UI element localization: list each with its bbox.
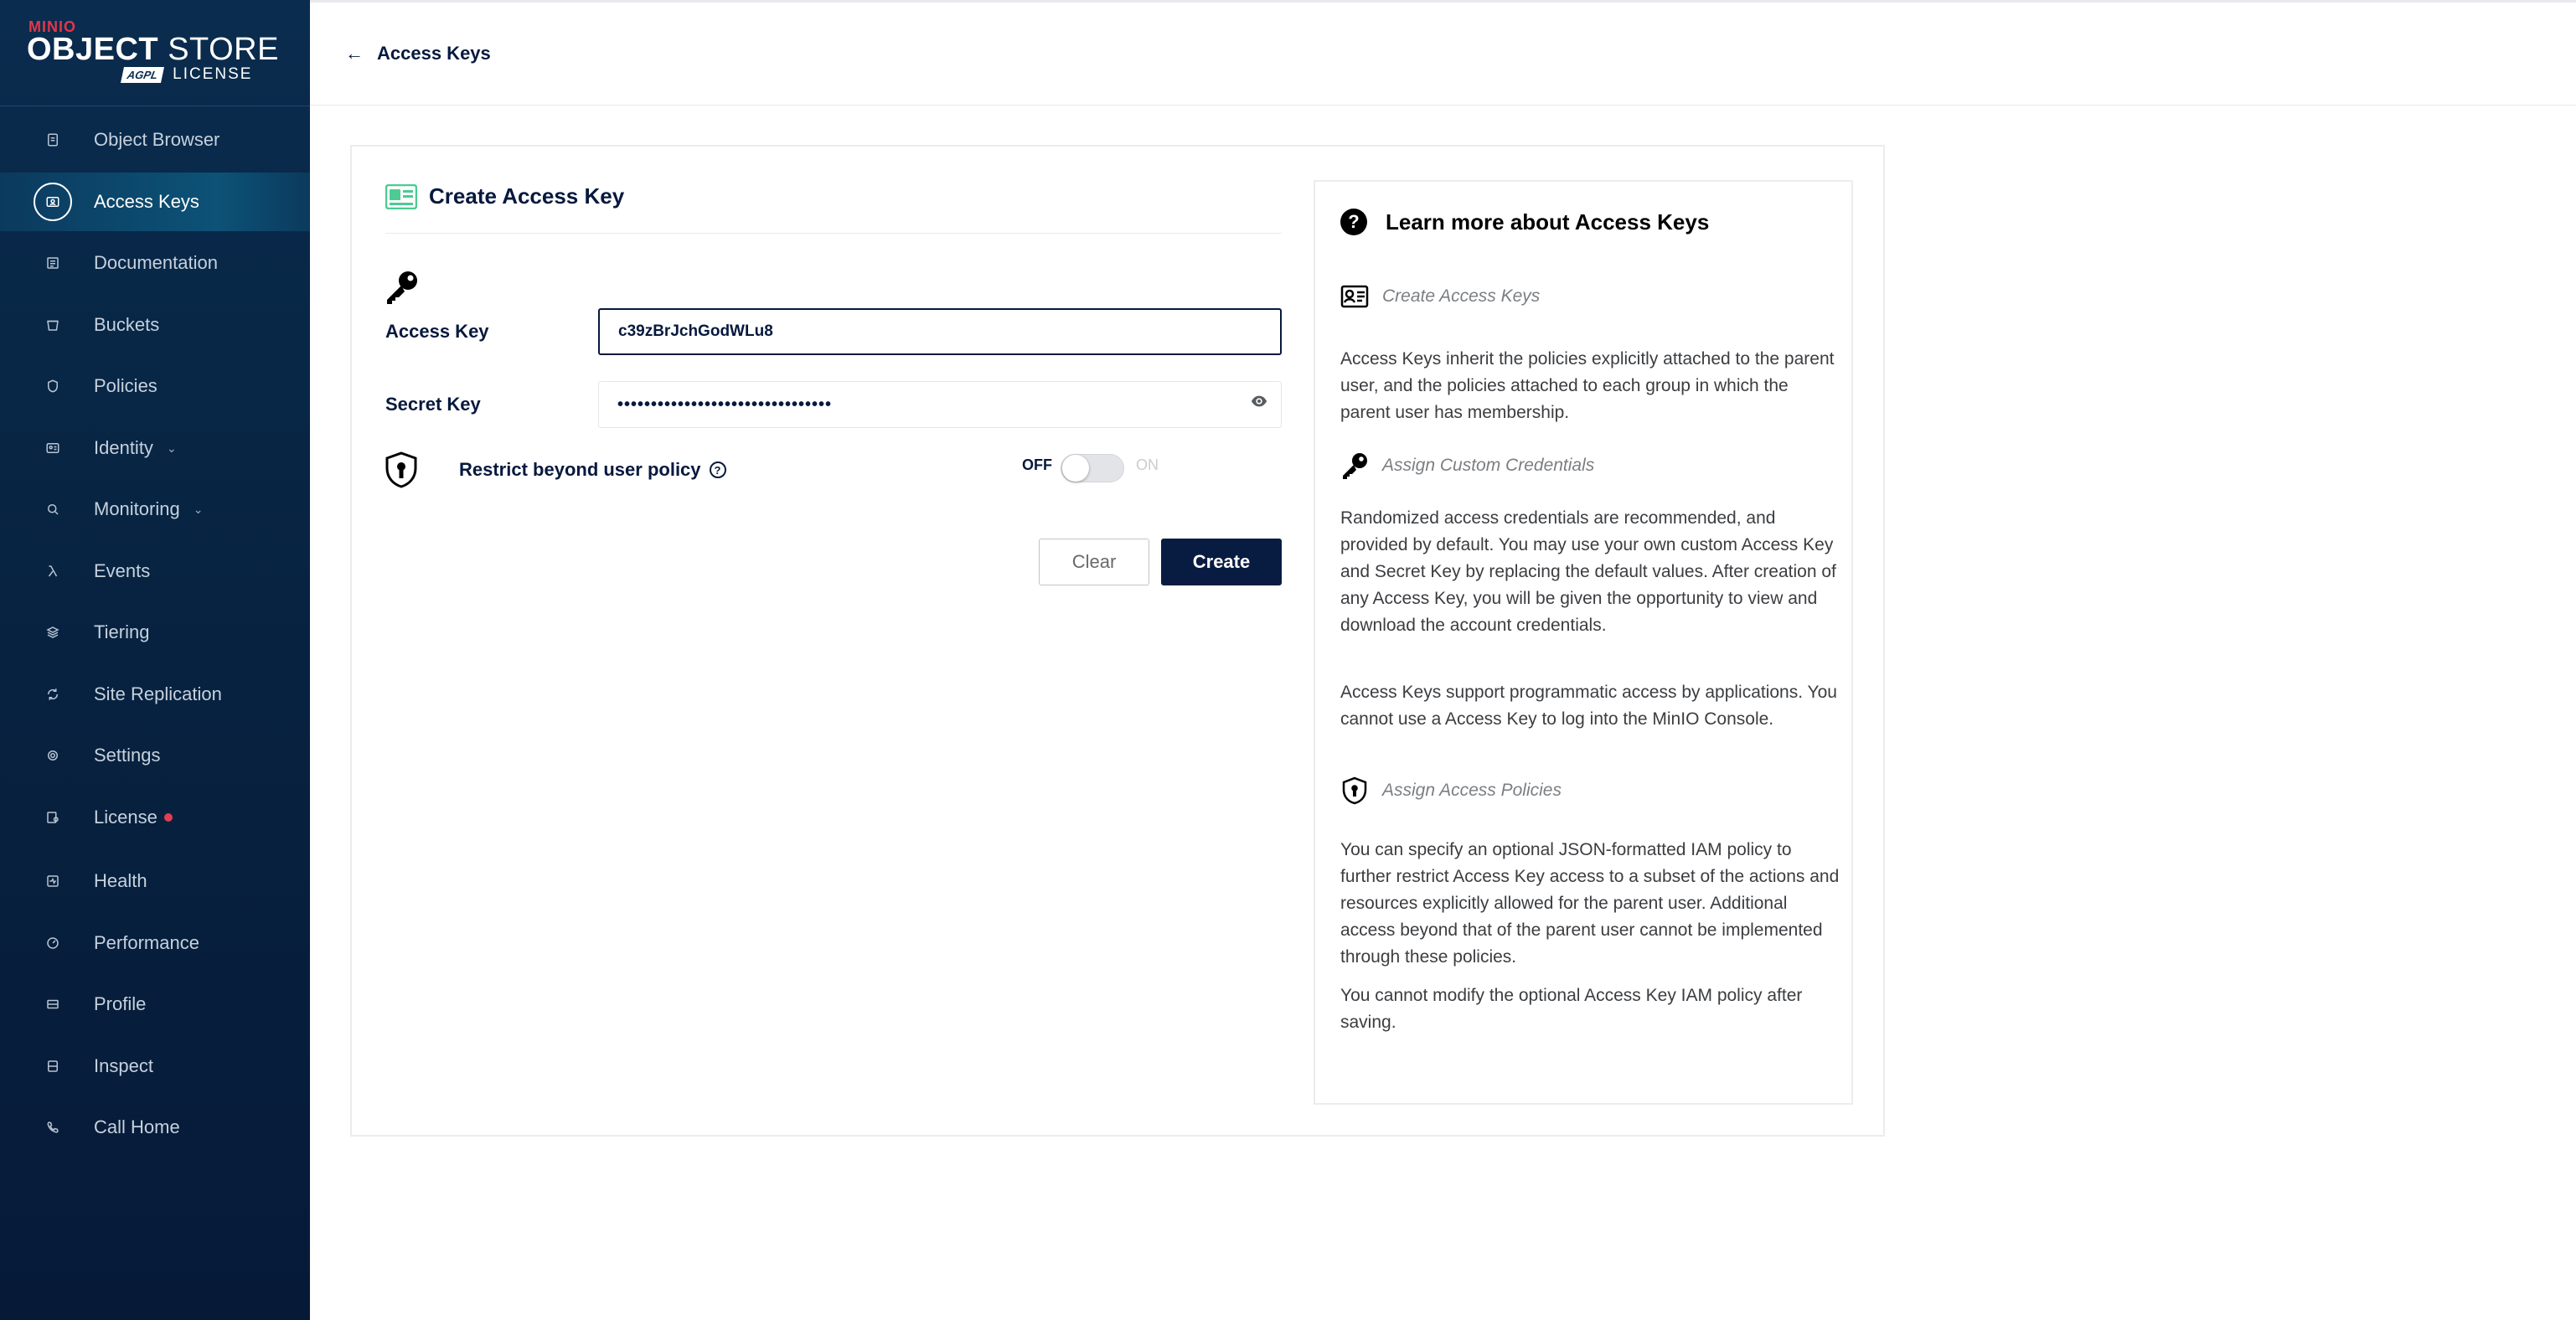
license-notification-badge bbox=[164, 813, 173, 822]
brand-company: MINIO bbox=[28, 18, 76, 35]
restrict-policy-text: Restrict beyond user policy bbox=[459, 459, 701, 480]
sidebar-item-site-replication[interactable] bbox=[0, 665, 310, 724]
help-paragraph: Access Keys support programmatic access by applications. You cannot use a Access Key to log into the MinIO Console. bbox=[1340, 683, 1837, 729]
sidebar-item-monitoring[interactable] bbox=[0, 480, 310, 539]
site-replication-icon bbox=[34, 675, 72, 714]
secret-key-input[interactable] bbox=[598, 381, 1282, 428]
sidebar-item-label: Monitoring bbox=[94, 498, 180, 519]
policies-icon bbox=[34, 367, 72, 405]
buckets-icon bbox=[34, 306, 72, 344]
toggle-off-label: OFF bbox=[1022, 456, 1052, 473]
toggle-on-label: ON bbox=[1136, 456, 1159, 473]
sidebar-item-label: Identity bbox=[94, 437, 153, 458]
help-section-create bbox=[1340, 282, 1540, 311]
help-section-title: Assign Custom Credentials bbox=[1382, 456, 1595, 475]
sidebar-item-inspect[interactable] bbox=[0, 1037, 310, 1096]
license-icon bbox=[34, 798, 72, 837]
eye-icon[interactable] bbox=[1250, 392, 1268, 410]
access-keys-icon bbox=[34, 183, 72, 221]
sidebar-item-label: Access Keys bbox=[94, 191, 199, 212]
help-section-title: Create Access Keys bbox=[1382, 286, 1541, 306]
brand-license-text: LICENSE bbox=[173, 65, 253, 83]
sidebar-item-label: Policies bbox=[94, 375, 157, 396]
sidebar-item-label: Profile bbox=[94, 993, 147, 1014]
arrow-left-icon: ← bbox=[345, 43, 364, 64]
create-access-key-card bbox=[350, 145, 1885, 1137]
health-icon bbox=[34, 862, 72, 900]
help-section-title: Assign Access Policies bbox=[1382, 781, 1562, 800]
restrict-policy-label bbox=[459, 459, 726, 481]
clear-button[interactable]: Clear bbox=[1039, 539, 1149, 585]
sidebar-item-label: Events bbox=[94, 560, 151, 581]
sidebar-item-tiering[interactable] bbox=[0, 603, 310, 662]
sidebar-item-object-browser[interactable] bbox=[0, 111, 310, 169]
shield-lock-icon bbox=[384, 451, 419, 488]
page-header bbox=[310, 3, 2576, 106]
sidebar-item-license[interactable] bbox=[0, 788, 310, 847]
key-icon bbox=[384, 269, 421, 306]
sidebar-item-label: Documentation bbox=[94, 252, 218, 273]
sidebar-item-label: Inspect bbox=[94, 1055, 153, 1076]
help-title bbox=[1340, 209, 1709, 235]
documentation-icon bbox=[34, 244, 72, 282]
sidebar bbox=[0, 0, 310, 1320]
sidebar-item-label: Settings bbox=[94, 745, 161, 766]
chevron-down-icon[interactable]: ⌄ bbox=[193, 502, 204, 516]
sidebar-item-performance[interactable] bbox=[0, 914, 310, 972]
sidebar-item-identity[interactable] bbox=[0, 419, 310, 477]
sidebar-item-settings[interactable] bbox=[0, 726, 310, 785]
profile-icon bbox=[34, 985, 72, 1024]
page-title: Create Access Key bbox=[429, 183, 625, 209]
brand-product-light: STORE bbox=[158, 32, 279, 67]
help-tooltip-icon[interactable]: ? bbox=[710, 461, 726, 478]
help-section-credentials bbox=[1340, 451, 1594, 480]
help-section-policies bbox=[1340, 776, 1562, 805]
sidebar-item-policies[interactable] bbox=[0, 357, 310, 415]
help-paragraph: Randomized access credentials are recommended, and provided by default. You may use your own custom Access Key and Secret Key by replacing the default values. After creation of any Access Key, you will be given the opportunity to view and download the account credentials. bbox=[1340, 508, 1836, 635]
sidebar-item-profile[interactable] bbox=[0, 975, 310, 1034]
key-icon bbox=[1340, 451, 1369, 480]
restrict-policy-toggle[interactable] bbox=[1061, 454, 1124, 482]
identity-icon bbox=[34, 429, 72, 467]
shield-lock-icon bbox=[1340, 776, 1369, 805]
sidebar-item-health[interactable] bbox=[0, 852, 310, 910]
brand-edition: AGPL bbox=[121, 67, 164, 83]
brand-license bbox=[122, 65, 252, 84]
sidebar-item-call-home[interactable] bbox=[0, 1098, 310, 1157]
help-paragraph: You can specify an optional JSON-formatted IAM policy to further restrict Access Key access to a subset of the actions and resources explicitly allowed for the parent user. Additional access beyond that of the parent user cannot be implemented through these policies. bbox=[1340, 840, 1840, 967]
back-link-label: Access Keys bbox=[377, 43, 491, 64]
sidebar-item-label: Buckets bbox=[94, 314, 160, 335]
id-card-icon bbox=[1340, 282, 1369, 311]
form-title bbox=[385, 183, 624, 209]
sidebar-item-label: Performance bbox=[94, 932, 199, 953]
settings-gear-icon bbox=[34, 736, 72, 775]
access-key-label: Access Key bbox=[385, 321, 489, 342]
sidebar-item-label: Object Browser bbox=[94, 129, 220, 150]
title-divider bbox=[385, 233, 1282, 234]
help-paragraph: Access Keys inherit the policies explicitly attached to the parent user, and the policies attached to each group in which the parent user has membership. bbox=[1340, 349, 1835, 422]
help-title-text: Learn more about Access Keys bbox=[1386, 209, 1710, 235]
access-key-card-icon bbox=[385, 184, 417, 209]
question-circle-icon: ? bbox=[1340, 209, 1367, 235]
monitoring-icon bbox=[34, 490, 72, 529]
sidebar-item-access-keys[interactable] bbox=[0, 173, 310, 231]
sidebar-item-documentation[interactable] bbox=[0, 234, 310, 292]
sidebar-item-label: Site Replication bbox=[94, 683, 222, 704]
sidebar-item-buckets[interactable] bbox=[0, 296, 310, 354]
help-paragraph: You cannot modify the optional Access Key IAM policy after saving. bbox=[1340, 986, 1803, 1032]
inspect-icon bbox=[34, 1047, 72, 1085]
object-browser-icon bbox=[34, 121, 72, 159]
tiering-icon bbox=[34, 613, 72, 652]
minio-logo[interactable] bbox=[27, 18, 295, 90]
chevron-down-icon[interactable]: ⌄ bbox=[166, 441, 177, 455]
back-link[interactable] bbox=[345, 43, 491, 64]
sidebar-item-label: Tiering bbox=[94, 621, 150, 642]
sidebar-item-events[interactable] bbox=[0, 542, 310, 601]
create-button[interactable]: Create bbox=[1161, 539, 1282, 585]
sidebar-item-label: License bbox=[94, 807, 157, 828]
toggle-knob bbox=[1062, 455, 1089, 482]
events-lambda-icon bbox=[34, 552, 72, 590]
help-panel bbox=[1314, 180, 1853, 1105]
call-home-icon bbox=[34, 1108, 72, 1147]
sidebar-item-label: Call Home bbox=[94, 1116, 180, 1137]
brand-product bbox=[27, 32, 279, 68]
brand-product-bold: OBJECT bbox=[27, 32, 159, 67]
secret-key-label: Secret Key bbox=[385, 394, 481, 415]
sidebar-item-label: Health bbox=[94, 870, 147, 891]
performance-icon bbox=[34, 924, 72, 962]
access-key-input[interactable] bbox=[598, 308, 1282, 355]
